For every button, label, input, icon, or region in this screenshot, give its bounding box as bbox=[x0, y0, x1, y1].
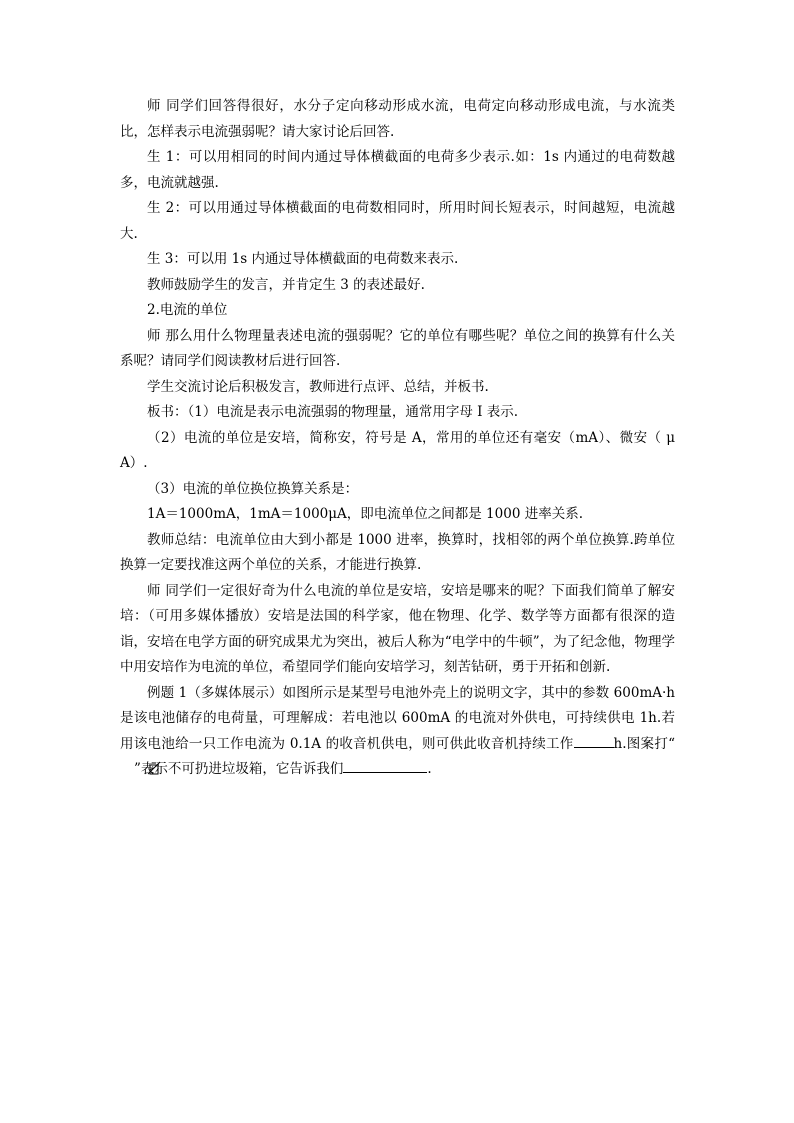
example-text-part3: ”表示不可扔进垃圾箱，它告诉我们 bbox=[134, 761, 344, 777]
paragraph-board-2: （2）电流的单位是安培，简称安，符号是 A，常用的单位还有毫安（mA）、微安（ μA）. bbox=[120, 429, 675, 471]
paragraph-student-discussion: 学生交流讨论后积极发言，教师进行点评、总结，并板书. bbox=[147, 378, 489, 395]
example-text-part2: h.图案打“ bbox=[613, 735, 675, 752]
document-body bbox=[120, 94, 675, 783]
paragraph-teacher-question: 师 同学们回答得很好，水分子定向移动形成水流，电荷定向移动形成电流，与水流类比，怎样表示电流强弱呢？请大家讨论后回答. bbox=[120, 98, 675, 140]
paragraph-teacher-summary: 教师总结：电流单位由大到小都是 1000 进率，换算时，找相邻的两个单位换算.跨单位换算一定要找准这两个单位的关系，才能进行换算. bbox=[120, 531, 675, 573]
paragraph-conversion: 1A＝1000mA，1mA＝1000μA，即电流单位之间都是 1000 进率关系. bbox=[147, 506, 583, 522]
recycle-symbol-icon bbox=[120, 759, 134, 773]
example-text-part4: . bbox=[427, 761, 432, 777]
example-text-part1: 例题 1（多媒体展示）如图所示是某型号电池外壳上的说明文字，其中的参数 600mA·h 是该电池储存的电荷量，可理解成：若电池以 600mA 的电流对外供电，可持续供电 1h.若用该电池给一只工作电流为 0.1A 的收音机供电，则可供此收音机持续工作 bbox=[120, 684, 675, 752]
paragraph-student-1: 生 1：可以用相同的时间内通过导体横截面的电荷多少表示.如：1s 内通过的电荷数越多，电流就越强. bbox=[120, 149, 675, 191]
paragraph-student-3: 生 3：可以用 1s 内通过导体横截面的电荷数来表示. bbox=[147, 251, 459, 267]
section-heading-unit: 2.电流的单位 bbox=[147, 302, 228, 318]
answer-blank-meaning bbox=[343, 758, 427, 773]
paragraph-ampere-history: 师 同学们一定很好奇为什么电流的单位是安培，安培是哪来的呢？下面我们简单了解安培：（可用多媒体播放）安培是法国的科学家，他在物理、化学、数学等方面都有很深的造诣，安培在电学方面的研究成果尤为突出，被后人称为“电学中的牛顿”，为了纪念他，物理学中用安培作为电流的单位，希望同学们能向安培学习，刻苦钻研，勇于开拓和创新. bbox=[120, 582, 675, 675]
paragraph-example-1 bbox=[120, 681, 675, 783]
paragraph-board-3: （3）电流的单位换位换算关系是： bbox=[147, 480, 359, 497]
paragraph-teacher-unit-question: 师 那么用什么物理量表述电流的强弱呢？它的单位有哪些呢？单位之间的换算有什么关系呢？请同学们阅读教材后进行回答. bbox=[120, 327, 675, 369]
paragraph-board-1: 板书：（1）电流是表示电流强弱的物理量，通常用字母 I 表示. bbox=[147, 404, 519, 420]
paragraph-teacher-encourage: 教师鼓励学生的发言，并肯定生 3 的表述最好. bbox=[147, 276, 425, 293]
answer-blank-hours bbox=[574, 733, 614, 748]
paragraph-student-2: 生 2：可以用通过导体横截面的电荷数相同时，所用时间长短表示，时间越短，电流越大. bbox=[120, 200, 675, 242]
